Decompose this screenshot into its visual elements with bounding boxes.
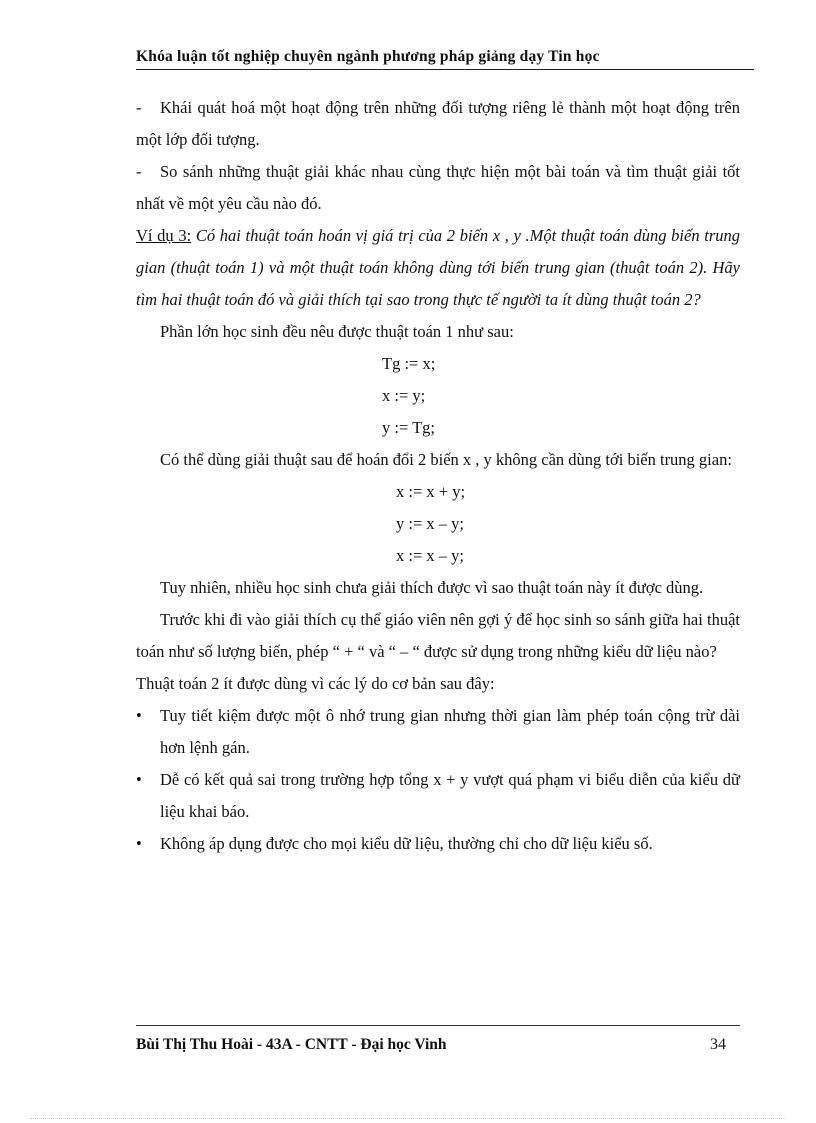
paragraph: Tuy nhiên, nhiều học sinh chưa giải thích được vì sao thuật toán này ít được dùng.	[160, 578, 704, 597]
code-line: y := x – y;	[396, 514, 464, 533]
bullet-item	[136, 828, 740, 860]
code-line: x := x + y;	[396, 482, 466, 501]
code-block-2	[136, 476, 740, 572]
bullet-marker: •	[136, 770, 142, 789]
code-line: x := x – y;	[396, 546, 464, 565]
list-item-text: Khái quát hoá một hoạt động trên những đối tượng riêng lẻ thành một hoạt động trên một lớp đối tượng.	[136, 98, 740, 149]
list-item	[136, 92, 740, 156]
footer-author: Bùi Thị Thu Hoài - 43A - CNTT - Đại học Vinh	[136, 1036, 447, 1053]
list-marker: -	[136, 98, 142, 117]
bullet-text: Không áp dụng được cho mọi kiểu dữ liệu, thường chỉ cho dữ liệu kiểu số.	[160, 834, 653, 853]
bullet-item	[136, 764, 740, 828]
paragraph: Trước khi đi vào giải thích cụ thể giáo viên nên gợi ý để học sinh so sánh giữa hai thuật toán như số lượng biến, phép “ + “ và “ – “ được sử dụng trong những kiểu dữ liệu nào?	[136, 610, 740, 661]
code-line: x := y;	[382, 386, 426, 405]
example-label: Ví dụ 3:	[136, 226, 192, 245]
intro-paragraph: Phần lớn học sinh đều nêu được thuật toán 1 như sau:	[160, 322, 514, 341]
example-paragraph	[136, 220, 740, 316]
bullet-text: Dễ có kết quả sai trong trường hợp tổng x + y vượt quá phạm vi biểu diễn của kiểu dữ liệu khai báo.	[160, 770, 740, 821]
bullet-marker: •	[136, 834, 142, 853]
list-item-text: So sánh những thuật giải khác nhau cùng thực hiện một bài toán và tìm thuật giải tốt nhất về một yêu cầu nào đó.	[136, 162, 740, 213]
list-item	[136, 156, 740, 220]
example-text: Có hai thuật toán hoán vị giá trị của 2 biến x , y .Một thuật toán dùng biến trung gian (thuật toán 1) và một thuật toán không dùng tới biến trung gian (thuật toán 2). Hãy tìm hai thuật toán đó và giải thích tại sao trong thực tế người ta ít dùng thuật toán 2?	[136, 226, 740, 309]
paragraph: Thuật toán 2 ít được dùng vì các lý do cơ bản sau đây:	[136, 674, 495, 693]
bullet-text: Tuy tiết kiệm được một ô nhớ trung gian nhưng thời gian làm phép toán cộng trừ dài hơn lệnh gán.	[160, 706, 740, 757]
intro-paragraph-2: Có thể dùng giải thuật sau để hoán đổi 2 biến x , y không cần dùng tới biến trung gian:	[160, 450, 732, 469]
code-line: y := Tg;	[382, 418, 436, 437]
bullet-item	[136, 700, 740, 764]
code-block-1	[136, 348, 740, 444]
page-bottom-divider	[30, 1118, 786, 1119]
code-line: Tg := x;	[382, 354, 436, 373]
footer-divider	[136, 1025, 740, 1026]
bullet-marker: •	[136, 706, 142, 725]
page-body	[136, 92, 740, 860]
page-number: 34	[710, 1036, 726, 1053]
list-marker: -	[136, 162, 142, 181]
page-header: Khóa luận tốt nghiệp chuyên ngành phương pháp giảng dạy Tin học	[136, 48, 754, 70]
